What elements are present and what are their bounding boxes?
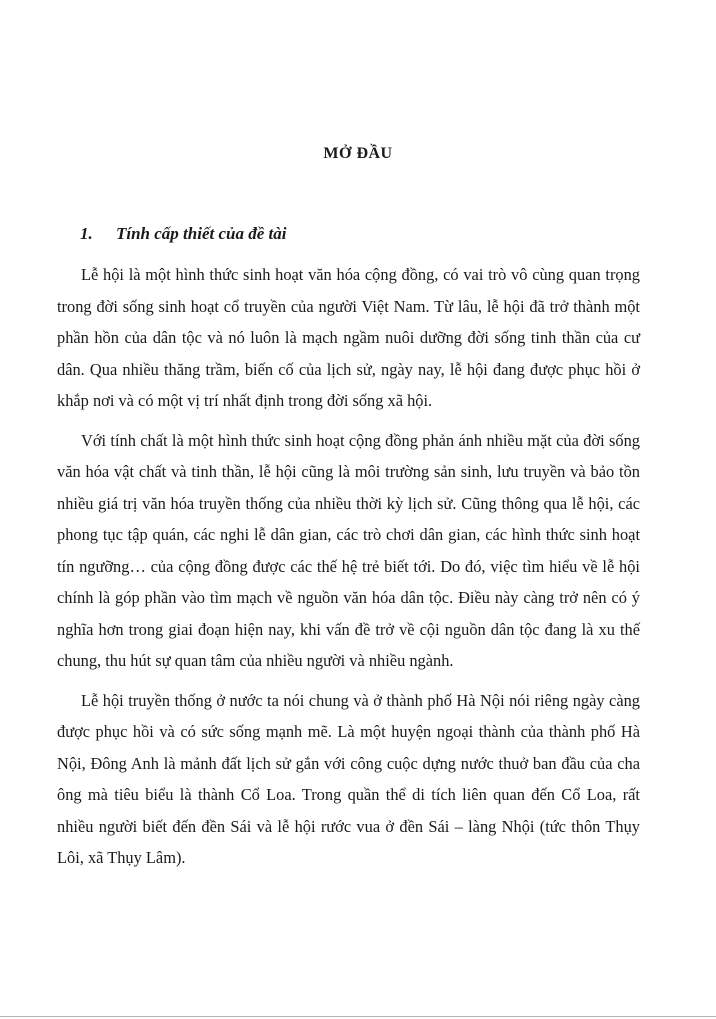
section-number: 1. [80,224,93,243]
section-heading-text: Tính cấp thiết của đề tài [116,224,287,243]
paragraph-3: Lễ hội truyền thống ở nước ta nói chung và ở thành phố Hà Nội nói riêng ngày càng được phục hồi và có sức sống mạnh mẽ. Là một huyện ngoại thành của thành phố Hà Nội, Đông Anh là mảnh đất lịch sử gắn với công cuộc dựng nước thuở ban đầu của cha ông mà tiêu biểu là thành Cổ Loa. Trong quần thể di tích liên quan đến Cổ Loa, rất nhiều người biết đến đền Sái và lễ hội rước vua ở đền Sái – làng Nhội (tức thôn Thụy Lôi, xã Thụy Lâm). [57,690,640,867]
paragraph-2: Với tính chất là một hình thức sinh hoạt cộng đồng phản ánh nhiều mặt của đời sống văn hóa vật chất và tinh thần, lễ hội cũng là môi trường sản sinh, lưu truyền và bảo tồn nhiều giá trị văn hóa truyền thống của nhiều thời kỳ lịch sử. Cũng thông qua lễ hội, các phong tục tập quán, các nghi lễ dân gian, các trò chơi dân gian, các hình thức sinh hoạt tín ngưỡng… của cộng đồng được các thế hệ trẻ biết tới. Do đó, việc tìm hiểu về lễ hội chính là góp phần vào tìm mạch về nguồn văn hóa dân tộc. Điều này càng trở nên có ý nghĩa hơn trong giai đoạn hiện nay, khi vấn đề trở về cội nguồn dân tộc đang là xu thế chung, thu hút sự quan tâm của nhiều người và nhiều ngành. [57,430,640,670]
page-bottom-divider [0,1016,716,1017]
page-title: MỞ ĐẦU [323,145,393,162]
paragraph-1: Lễ hội là một hình thức sinh hoạt văn hóa cộng đồng, có vai trò vô cùng quan trọng trong đời sống sinh hoạt cổ truyền của người Việt Nam. Từ lâu, lễ hội đã trở thành một phần hồn của dân tộc và nó luôn là mạch ngầm nuôi dưỡng đời sống tinh thần của cư dân. Qua nhiều thăng trầm, biến cố của lịch sử, ngày nay, lễ hội đang được phục hồi ở khắp nơi và có một vị trí nhất định trong đời sống xã hội. [57,265,640,410]
body-text [57,259,640,882]
section-heading [80,224,286,244]
